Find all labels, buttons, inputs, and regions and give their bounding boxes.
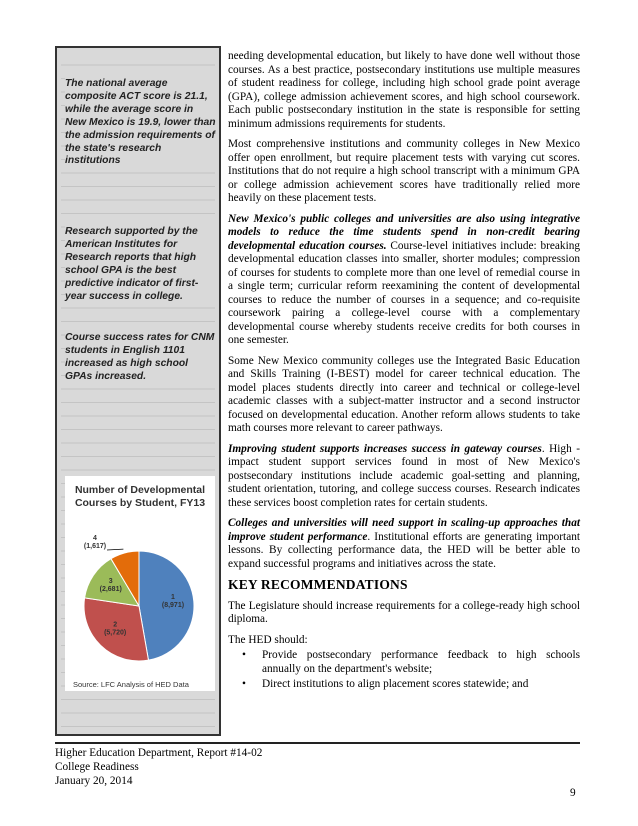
slice-category-label: 3 bbox=[108, 577, 113, 585]
chart-source: Source: LFC Analysis of HED Data bbox=[73, 680, 189, 689]
paragraph-ibest: Some New Mexico community colleges use the Integrated Basic Education and Skills Training (I-BEST) model for career technical education. The model places students directly into career and technical or college-level academic classes with a subject-matter instructor and a second instructor focused on developmental education. Another reform allows students to take math courses more relevant to career pathways. bbox=[228, 354, 580, 434]
lead-student-supports: Improving student supports increases success in gateway courses bbox=[228, 442, 542, 455]
footer bbox=[55, 746, 262, 788]
leader-line bbox=[107, 549, 123, 550]
slice-value-label: (5,720) bbox=[104, 629, 127, 637]
paragraph-integrative-models bbox=[228, 213, 580, 348]
page-number: 9 bbox=[570, 787, 576, 799]
slice-value-label: (8,971) bbox=[161, 602, 185, 610]
slice-category-label: 2 bbox=[113, 621, 118, 629]
footer-rule bbox=[55, 742, 580, 744]
paragraph-legislature: The Legislature should increase requirements for a college-ready high school diploma. bbox=[228, 599, 580, 625]
slice-category-label: 1 bbox=[171, 594, 175, 602]
slice-value-label: (1,617) bbox=[83, 543, 107, 550]
section-heading: KEY RECOMMENDATIONS bbox=[228, 577, 408, 592]
body-student-supports: . High -impact student support services found in most of New Mexico's postsecondary institutions include academic goal-setting and planning, student orientation, tutoring, and college success courses. Research indicates these services boost completion rates for certain students. bbox=[228, 442, 580, 509]
lead-scaling-up: Colleges and universities will need support in scaling-up approaches that improve student performance bbox=[228, 517, 580, 543]
sidebar bbox=[55, 46, 221, 736]
paragraph-multiple-measures: needing developmental education, but likely to have done well without those courses. As a best practice, postsecondary institutions use multiple measures of student readiness for college, including high school grade point average (GPA), college admission achievement scores, and high school coursework. Each public postsecondary institution in the state is responsible for setting minimum admissions requirements for students. bbox=[228, 50, 580, 130]
paragraph-scaling-up bbox=[228, 517, 580, 571]
footer-date: January 20, 2014 bbox=[55, 775, 133, 787]
chart-title: Number of Developmental Courses by Student, FY13 bbox=[74, 484, 206, 509]
footer-report: Higher Education Department, Report #14-02 bbox=[55, 747, 263, 759]
paragraph-open-enrollment: Most comprehensive institutions and community colleges in New Mexico offer open enrollment, but require placement tests with varying cut scores. Institutions that do not require a high school transcript with a minimum GPA or college admission achievement scores have traditionally relied more heavily on these placement tests. bbox=[228, 138, 580, 204]
slice-value-label: (2,681) bbox=[99, 585, 122, 593]
footer-title: College Readiness bbox=[55, 761, 139, 773]
lead-integrative-models: New Mexico's public colleges and universities are also using integrative models to reduce the time students spend in non-credit bearing developmental education courses. bbox=[228, 212, 580, 252]
body-integrative-models: Course-level initiatives include: breaking developmental education classes into smaller, shorter modules; compression of courses for students to complete more than one level of remedial course in a single term; curricular reform reexamining the content of developmental courses to reduce the number of courses in a sequence; and co-requisite coursework pairing a college-level course with a complementary developmental course whereby students receive credits for both courses in one semester. bbox=[228, 239, 581, 346]
list-item: • Provide postsecondary performance feedback to high schools annually on the department's website; bbox=[262, 649, 580, 676]
recommendation-list bbox=[228, 649, 580, 692]
main-text bbox=[228, 50, 580, 694]
paragraph-hed-should: The HED should: bbox=[228, 633, 308, 646]
body-scaling-up: . Institutional efforts are generating important lessons. By collecting performance data, the HED will be better able to expand successful programs and initiatives across the state. bbox=[228, 530, 580, 570]
paragraph-student-supports bbox=[228, 443, 580, 511]
pie-chart bbox=[65, 476, 215, 691]
sidebar-note-act: The national average composite ACT score is 21.1, while the average score in New Mexico is 19.9, lower than the admission requirements of the state's research institutions bbox=[65, 78, 216, 167]
sidebar-inner bbox=[61, 52, 215, 730]
slice-category-label: 4 bbox=[93, 535, 97, 542]
sidebar-note-cnm: Course success rates for CNM students in English 1101 increased as high school GPAs increased. bbox=[65, 332, 217, 384]
list-item: • Direct institutions to align placement scores statewide; and bbox=[262, 678, 580, 692]
sidebar-note-gpa: Research supported by the American Institutes for Research reports that high school GPA is the best predictive indicator of first-year success in college. bbox=[65, 226, 217, 303]
